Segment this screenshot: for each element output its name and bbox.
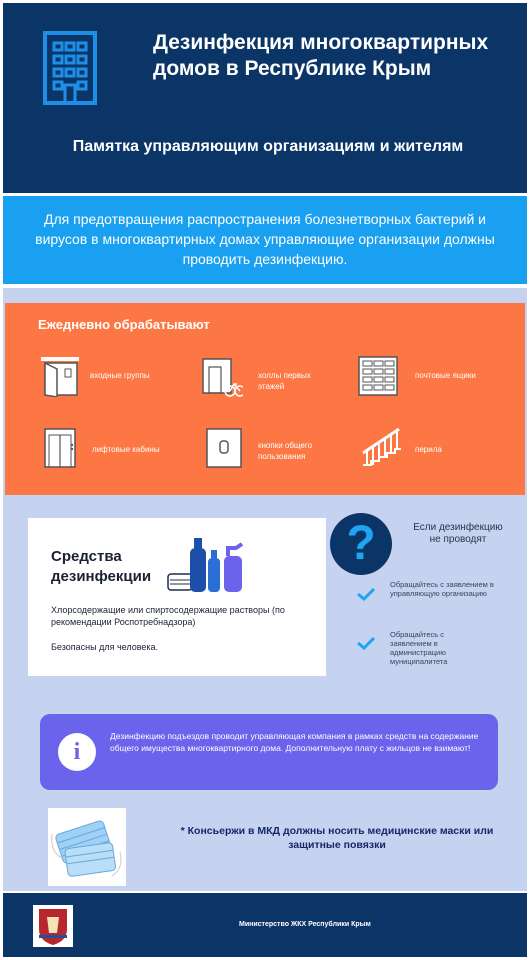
bottles-icon [166,528,246,598]
ifnot-option: Обращайтесь с заявлением в администрацию муниципалитета [390,630,448,666]
daily-item-label: кнопки общего пользования [258,441,313,461]
ministry-name: Министерство ЖКХ Республики Крым [239,921,371,928]
question-icon: ? [330,513,392,575]
hall-bicycle-icon [201,355,243,397]
railing-icon [361,425,403,467]
footer [3,893,527,957]
header-banner [3,3,527,193]
info-text: Дезинфекцию подъездов проводит управляющая компания в рамках средств на содержание общего имущества многоквартирного дома. Дополнительную плату с жильцов не взимают! [110,731,479,753]
building-icon [41,29,99,107]
daily-heading: Ежедневно обрабатывают [38,317,210,332]
daily-item-label: входные группы [90,371,150,380]
disinfectants-description: Хлорсодержащие или спиртосодержащие растворы (по рекомендации Роспотребнадзора) [51,605,285,627]
page-subtitle: Памятка управляющим организациям и жителям [72,138,464,155]
daily-item-label: перила [415,445,442,454]
ifnot-question: Если дезинфекцию не проводят [413,522,503,545]
info-banner [40,714,498,790]
daily-section [5,303,525,495]
daily-item-label: лифтовые кабины [92,445,160,454]
disinfectants-title: Средства дезинфекции [51,548,152,585]
coat-of-arms-icon [33,905,73,947]
intro-banner [3,196,527,284]
concierge-note: * Консьержи в МКД должны носить медицинские маски или защитные повязки [180,825,494,851]
disinfectants-safety: Безопасны для человека. [51,642,159,652]
info-icon: i [58,733,96,771]
daily-item-label: почтовые ящики [415,371,476,380]
disinfectants-card [28,518,326,676]
entrance-door-icon [39,355,81,397]
intro-text: Для предотвращения распространения болезнетворных бактерий и вирусов в многоквартирных домах управляющие организации должны проводить дезинфекцию. [35,211,495,267]
button-panel-icon [203,427,245,469]
checkmark-icon [356,587,376,601]
checkmark-icon [356,636,376,650]
page-title: Дезинфекция многоквартирных домов в Республике Крым [153,31,489,80]
ifnot-option: Обращайтесь с заявлением в управляющую организацию [390,580,494,598]
mailboxes-icon [357,355,399,397]
medical-mask-icon [48,808,126,886]
elevator-icon [39,427,81,469]
daily-item-label: холлы первых этажей [258,371,311,391]
masks-image [48,808,126,886]
